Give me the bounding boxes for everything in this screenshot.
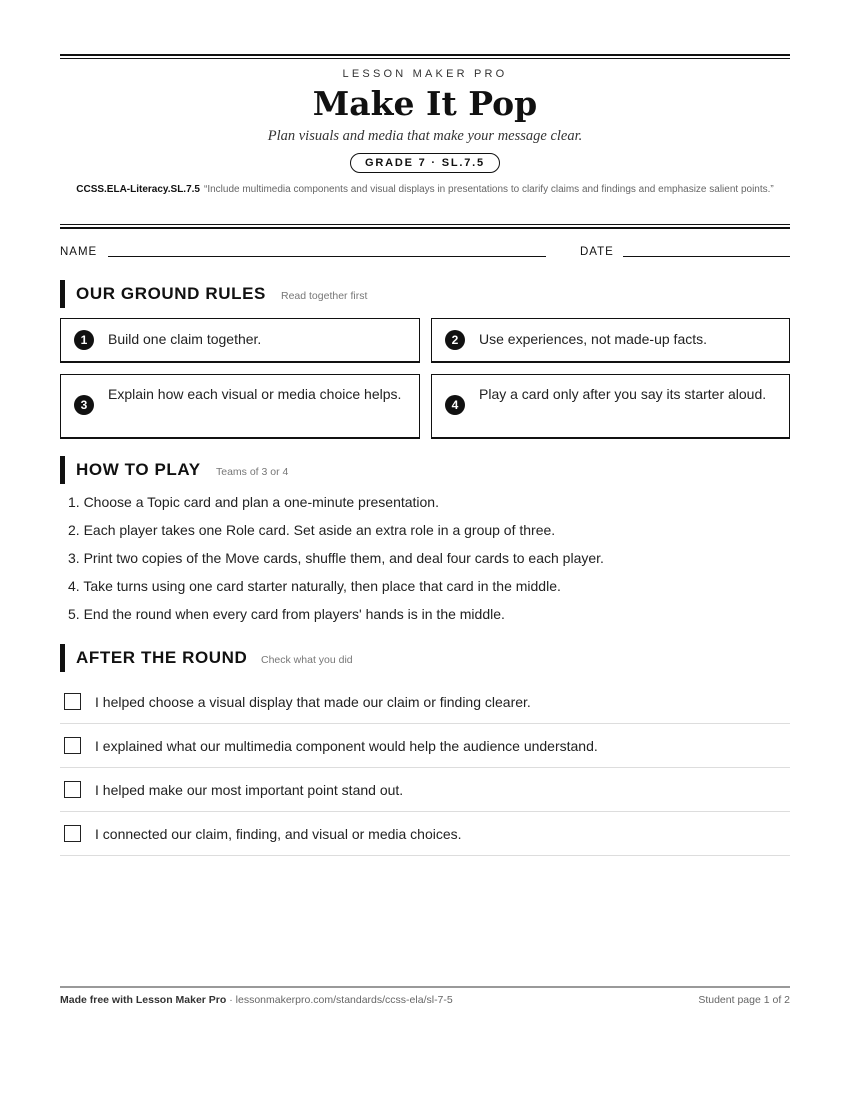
footer-separator: · [226,994,236,1006]
checklist-text: I helped make our most important point stand out. [95,782,404,798]
steps-list [68,491,788,631]
rule-text: Play a card only after you say its starter aloud. [479,386,767,402]
grade-badge-wrap [60,153,790,173]
section-bar [60,280,65,308]
name-label: NAME [60,246,98,258]
date-field[interactable] [623,256,790,257]
page-subtitle: Plan visuals and media that make your message clear. [267,128,583,144]
ground-rules-heading [60,280,790,308]
section-note: Read together first [281,290,368,302]
rule-number-badge: 4 [445,395,465,415]
standard-text: “Include multimedia components and visual displays in presentations to clarify claims and findings and emphasize salient points.” [204,184,774,195]
section-title: AFTER THE ROUND [76,648,248,667]
ground-rule-card [431,318,790,363]
brand-name: LESSON MAKER PRO [342,68,508,80]
rule-text: Build one claim together. [108,331,262,347]
section-note: Teams of 3 or 4 [216,466,289,478]
ground-rule-card [60,318,420,363]
checklist-item [60,768,790,812]
footer-url[interactable]: lessonmakerpro.com/standards/ccss-ela/sl-7-5 [235,994,453,1006]
ground-rule-card [431,374,790,439]
step-item: 1. Choose a Topic card and plan a one-minute presentation. [68,494,439,510]
checklist-item [60,812,790,856]
checkbox[interactable] [64,825,81,842]
step-item: 3. Print two copies of the Move cards, shuffle them, and deal four cards to each player. [68,550,604,566]
footer-credit [60,994,453,1006]
page-title: Make It Pop [312,84,538,123]
checklist-text: I connected our claim, finding, and visual or media choices. [95,826,462,842]
section-note: Check what you did [261,654,353,666]
rule-number-badge: 2 [445,330,465,350]
footer-made-by: Made free with Lesson Maker Pro [60,994,227,1006]
rule-text: Use experiences, not made-up facts. [479,331,708,347]
checkbox[interactable] [64,781,81,798]
checkbox[interactable] [64,693,81,710]
step-item: 5. End the round when every card from players' hands is in the middle. [68,606,505,622]
reflection-checklist [60,680,790,856]
after-round-heading [60,644,790,672]
top-double-rule [60,54,790,59]
name-field[interactable] [108,256,546,257]
grade-badge: GRADE 7 · SL.7.5 [350,153,500,173]
step-item: 4. Take turns using one card starter naturally, then place that card in the middle. [68,578,561,594]
checklist-text: I explained what our multimedia component would help the audience understand. [95,738,598,754]
checklist-item [60,724,790,768]
footer-rule [60,986,790,988]
name-date-row [60,245,790,261]
step-item: 2. Each player takes one Role card. Set aside an extra role in a group of three. [68,522,556,538]
checklist-text: I helped choose a visual display that made our claim or finding clearer. [95,694,531,710]
section-bar [60,644,65,672]
footer-page-number: Student page 1 of 2 [698,994,790,1006]
section-bar [60,456,65,484]
checkbox[interactable] [64,737,81,754]
date-label: DATE [580,246,614,258]
section-title: OUR GROUND RULES [76,284,266,303]
standard-statement [60,182,790,198]
section-title: HOW TO PLAY [76,460,201,479]
how-to-play-heading [60,456,790,484]
rule-text: Explain how each visual or media choice helps. [108,386,402,402]
header-bottom-rule [60,224,790,229]
ground-rule-card [60,374,420,439]
standard-code: CCSS.ELA-Literacy.SL.7.5 [76,184,200,195]
rule-number-badge: 3 [74,395,94,415]
checklist-item [60,680,790,724]
rule-number-badge: 1 [74,330,94,350]
worksheet-page [60,0,790,1100]
